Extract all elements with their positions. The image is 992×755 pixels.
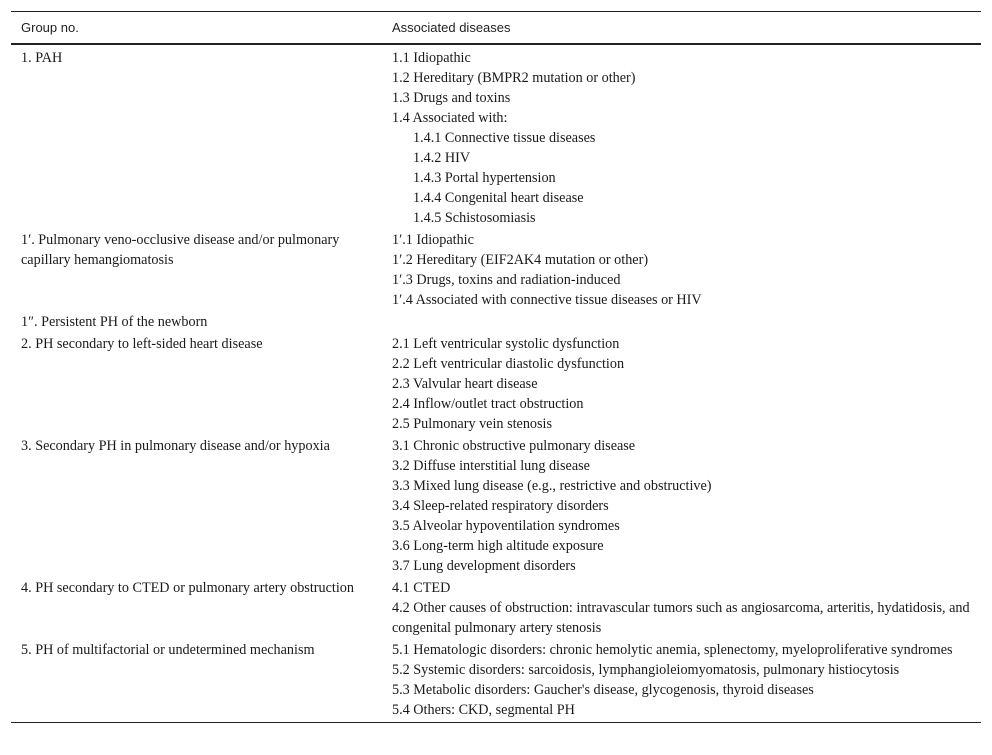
table-row	[11, 578, 981, 638]
disease-item: 1.4 Associated with:	[392, 110, 508, 126]
disease-item: 3.2 Diffuse interstitial lung disease	[392, 458, 590, 474]
diseases-cell	[382, 48, 981, 228]
disease-item: 3.6 Long-term high altitude exposure	[392, 538, 604, 554]
disease-item: 4.1 CTED	[392, 580, 451, 596]
table-row	[11, 312, 981, 332]
diseases-cell	[382, 640, 981, 720]
disease-item: 2.5 Pulmonary vein stenosis	[392, 416, 552, 432]
diseases-cell	[382, 334, 981, 434]
disease-item: 1′.4 Associated with connective tissue diseases or HIV	[392, 292, 702, 308]
disease-item: 3.3 Mixed lung disease (e.g., restrictive and obstructive)	[392, 478, 712, 494]
disease-item: 1′.2 Hereditary (EIF2AK4 mutation or other)	[392, 252, 649, 268]
group-cell: 5. PH of multifactorial or undetermined mechanism	[21, 642, 315, 658]
disease-item: 3.1 Chronic obstructive pulmonary disease	[392, 438, 636, 454]
disease-item: 5.4 Others: CKD, segmental PH	[392, 702, 575, 718]
group-cell: 2. PH secondary to left-sided heart disease	[21, 336, 263, 352]
group-cell: 1′. Pulmonary veno-occlusive disease and/or pulmonary capillary hemangiomatosis	[21, 232, 340, 268]
header-group-no: Group no.	[21, 20, 79, 35]
diseases-cell	[382, 230, 981, 310]
disease-item: 3.7 Lung development disorders	[392, 558, 576, 574]
table-body	[11, 45, 981, 720]
disease-item: 1′.1 Idiopathic	[392, 232, 474, 248]
group-cell: 1. PAH	[21, 50, 63, 66]
table-bottom-rule	[11, 722, 981, 723]
disease-item: 1′.3 Drugs, toxins and radiation-induced	[392, 272, 621, 288]
group-cell: 3. Secondary PH in pulmonary disease and/or hypoxia	[21, 438, 330, 454]
disease-item: 1.4.3 Portal hypertension	[413, 170, 556, 186]
disease-item: 2.4 Inflow/outlet tract obstruction	[392, 396, 584, 412]
table-row	[11, 334, 981, 434]
disease-item: 1.4.1 Connective tissue diseases	[413, 130, 596, 146]
table-header-row	[11, 12, 981, 45]
disease-item: 2.2 Left ventricular diastolic dysfunction	[392, 356, 625, 372]
disease-item: 2.1 Left ventricular systolic dysfunction	[392, 336, 620, 352]
disease-item: 5.3 Metabolic disorders: Gaucher's disease, glycogenosis, thyroid diseases	[392, 682, 814, 698]
group-cell: 1″. Persistent PH of the newborn	[21, 314, 208, 330]
disease-item: 5.1 Hematologic disorders: chronic hemolytic anemia, splenectomy, myeloproliferative syndromes	[392, 642, 953, 658]
diseases-cell	[382, 578, 981, 638]
diseases-cell	[382, 436, 981, 576]
disease-item: 1.3 Drugs and toxins	[392, 90, 511, 106]
group-cell: 4. PH secondary to CTED or pulmonary artery obstruction	[21, 580, 354, 596]
disease-item: 2.3 Valvular heart disease	[392, 376, 538, 392]
table-row	[11, 48, 981, 228]
disease-item: 5.2 Systemic disorders: sarcoidosis, lymphangioleiomyomatosis, pulmonary histiocytosis	[392, 662, 900, 678]
disease-item: 1.1 Idiopathic	[392, 50, 471, 66]
disease-item: 3.5 Alveolar hypoventilation syndromes	[392, 518, 620, 534]
disease-item: 3.4 Sleep-related respiratory disorders	[392, 498, 609, 514]
disease-item: 1.4.4 Congenital heart disease	[413, 190, 584, 206]
table-row	[11, 436, 981, 576]
header-associated-diseases: Associated diseases	[392, 20, 511, 35]
table-row	[11, 640, 981, 720]
diseases-cell	[382, 312, 981, 332]
disease-item: 1.4.2 HIV	[413, 150, 471, 166]
disease-item: 4.2 Other causes of obstruction: intravascular tumors such as angiosarcoma, arteritis, hydatidosis, and congenital pulmonary artery stenosis	[392, 600, 970, 636]
table-row	[11, 230, 981, 310]
disease-item: 1.2 Hereditary (BMPR2 mutation or other)	[392, 70, 636, 86]
disease-item: 1.4.5 Schistosomiasis	[413, 210, 536, 226]
classification-table	[11, 11, 981, 723]
